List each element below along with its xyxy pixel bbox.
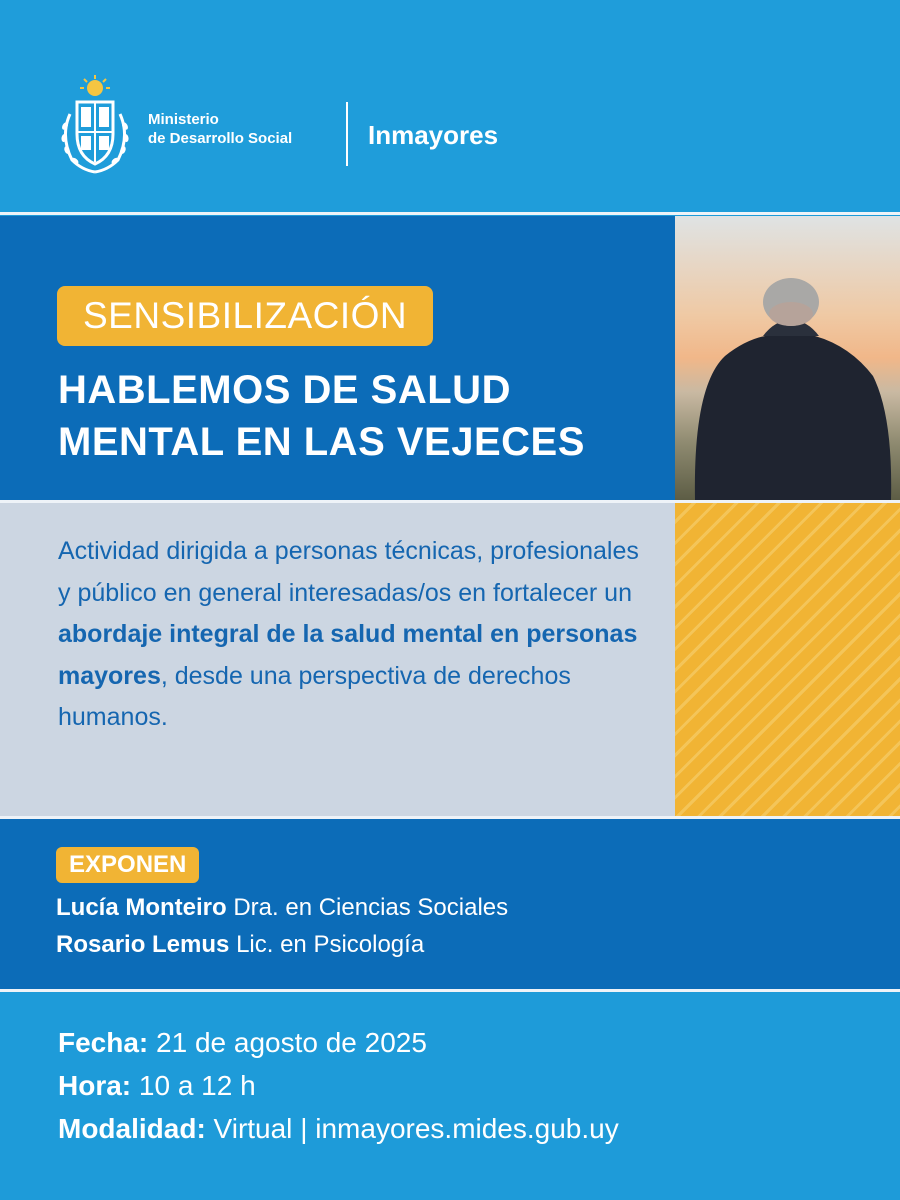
event-description bbox=[58, 531, 658, 739]
time-row bbox=[58, 1069, 256, 1103]
description-highlight: abordaje integral de la salud mental en personas mayores bbox=[58, 620, 638, 690]
time-label: Hora: bbox=[58, 1070, 132, 1101]
sun-icon bbox=[80, 75, 110, 96]
ministry-line-2: de Desarrollo Social bbox=[148, 130, 293, 147]
website-link[interactable]: inmayores.mides.gub.uy bbox=[315, 1113, 619, 1144]
description-text-1: Actividad dirigida a personas técnicas, profesionales y público en general interesadas/os en fortalecer un bbox=[58, 537, 639, 607]
speaker-title: Lic. en Psicología bbox=[236, 931, 425, 958]
event-title-line-2: MENTAL EN LAS VEJECES bbox=[58, 420, 585, 464]
hero-section bbox=[0, 216, 900, 500]
speaker-item bbox=[56, 893, 508, 923]
brand-name: Inmayores bbox=[368, 120, 499, 150]
speakers-label: EXPONEN bbox=[56, 847, 199, 883]
elderly-man-photo bbox=[675, 216, 900, 500]
header-divider bbox=[346, 102, 348, 166]
description-text-2: , desde una perspectiva de derechos humanos. bbox=[58, 661, 571, 731]
event-title-line-1: HABLEMOS DE SALUD bbox=[58, 368, 511, 412]
time-value: 10 a 12 h bbox=[138, 1070, 256, 1101]
mode-row bbox=[58, 1112, 619, 1146]
category-badge: SENSIBILIZACIÓN bbox=[57, 286, 433, 346]
date-label: Fecha: bbox=[58, 1027, 149, 1058]
separator: | bbox=[300, 1113, 308, 1144]
ministry-name bbox=[148, 110, 292, 148]
speaker-item bbox=[56, 930, 424, 960]
striped-decoration bbox=[675, 503, 900, 816]
speaker-name: Lucía Monteiro bbox=[56, 894, 227, 921]
date-row bbox=[58, 1026, 427, 1060]
event-details bbox=[0, 992, 900, 1200]
speakers-section bbox=[0, 819, 900, 989]
description-section bbox=[0, 503, 900, 816]
ministry-line-1: Ministerio bbox=[148, 111, 219, 128]
mode-label: Modalidad: bbox=[58, 1113, 206, 1144]
coat-of-arms-logo bbox=[56, 74, 134, 178]
event-title bbox=[58, 364, 658, 468]
speaker-name: Rosario Lemus bbox=[56, 931, 230, 958]
header bbox=[0, 0, 900, 212]
speaker-title: Dra. en Ciencias Sociales bbox=[233, 894, 509, 921]
mode-value: Virtual bbox=[213, 1113, 293, 1144]
divider-line bbox=[0, 212, 900, 215]
date-value: 21 de agosto de 2025 bbox=[156, 1027, 427, 1058]
